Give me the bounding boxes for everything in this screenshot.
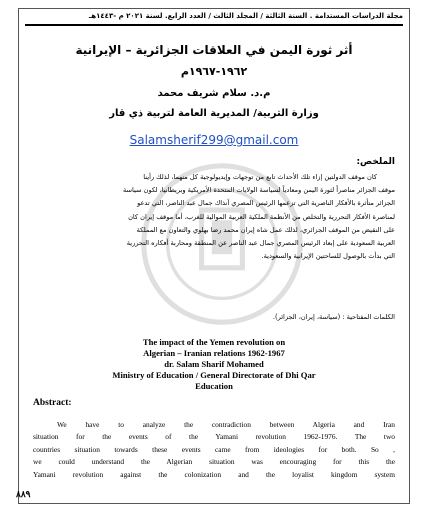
arabic-abstract-heading: الملخص: — [356, 157, 395, 167]
journal-header: مجلة الدراسات المستدامة . السنة الثالثة / المجلد الثالث / العدد الرابع. لسنة ٢٠٢١ م -١٤٤٣هـ — [88, 12, 403, 20]
english-abstract-heading: Abstract: — [33, 398, 72, 408]
english-abstract-line: we could understand the Algerian situation was encouraging for this the — [33, 457, 395, 467]
arabic-author: م.د. سلام شريف محمد — [157, 88, 271, 99]
header-rule — [25, 24, 403, 26]
arabic-years: ١٩٦٢-١٩٦٧م — [180, 65, 248, 78]
english-title — [19, 337, 409, 359]
arabic-abstract-line: الجزائر متأثرة بالأفكار الناصرية التي تزعمها الرئيس المصري آنذاك جمال عبد الناصر، التي تدعو — [137, 199, 395, 208]
arabic-abstract-line: لمناصرة الأفكار التحررية والتخلص من الأنظمة الملكية العربية الموالية للغرب، أما موقف إيران كان — [128, 212, 395, 221]
english-affiliation-line: Education — [195, 380, 233, 391]
english-abstract-line: We have to analyze the contradiction between Algeria and Iran — [57, 420, 395, 429]
paper-page — [18, 8, 410, 504]
arabic-title: أثر ثورة اليمن في العلاقات الجزائرية – الإيرانية — [75, 43, 353, 57]
english-author: dr. Salam Sharif Mohamed — [164, 359, 264, 369]
arabic-abstract — [33, 171, 395, 263]
english-abstract-line: Yamani revolution against the colonization and the loyalist kingdom system — [33, 469, 395, 479]
english-affiliation — [19, 370, 409, 392]
arabic-abstract-line: موقف الجزائر مناصراً لثورة اليمن ومعادياً لسياسة الولايات المتحدة الأمريكية وبريطانيا، لكون سياسة — [122, 186, 395, 195]
arabic-keywords: الكلمات المفتاحية : (سياسة، إيران، الجزائر). — [272, 313, 395, 321]
english-title-line: Algerian – Iranian relations 1962-1967 — [143, 347, 285, 358]
arabic-abstract-line: التي بدأت بالوصول للساحتين الإيرانية والسعودية. — [261, 252, 395, 261]
english-abstract — [33, 419, 395, 481]
page-number: ٨٨٩ — [16, 490, 31, 500]
english-title-line: The impact of the Yemen revolution on — [142, 337, 286, 347]
arabic-affiliation: وزارة التربية/ المديرية العامة لتربية ذي قار — [109, 108, 319, 119]
author-email-link[interactable]: Salamsherif299@gmail.com — [129, 133, 299, 147]
arabic-abstract-line: كان موقف الدولتين إزاء تلك الأحداث تابع من توجهات وإيديولوجية كل منهما، لذلك رأينا — [143, 173, 377, 181]
arabic-abstract-line: العربية السعودية على إبعاد الرئيس المصري جمال عبد الناصر عن المنطقة ومحاربة أفكاره التحررية — [126, 239, 395, 248]
english-abstract-line: situation for the events of the Yamani revolution 1962-1976. The two — [33, 432, 395, 442]
english-affiliation-line: Ministry of Education / General Directorate of Dhi Qar — [112, 370, 316, 380]
arabic-abstract-line: على النقيض من الموقف الجزائري، لذلك عمل شاه إيران محمد رضا بهلوي والتعاون مع المملكة — [136, 225, 395, 234]
english-abstract-line: countries situation towards these events came from ideologies for both. So , — [33, 444, 395, 454]
